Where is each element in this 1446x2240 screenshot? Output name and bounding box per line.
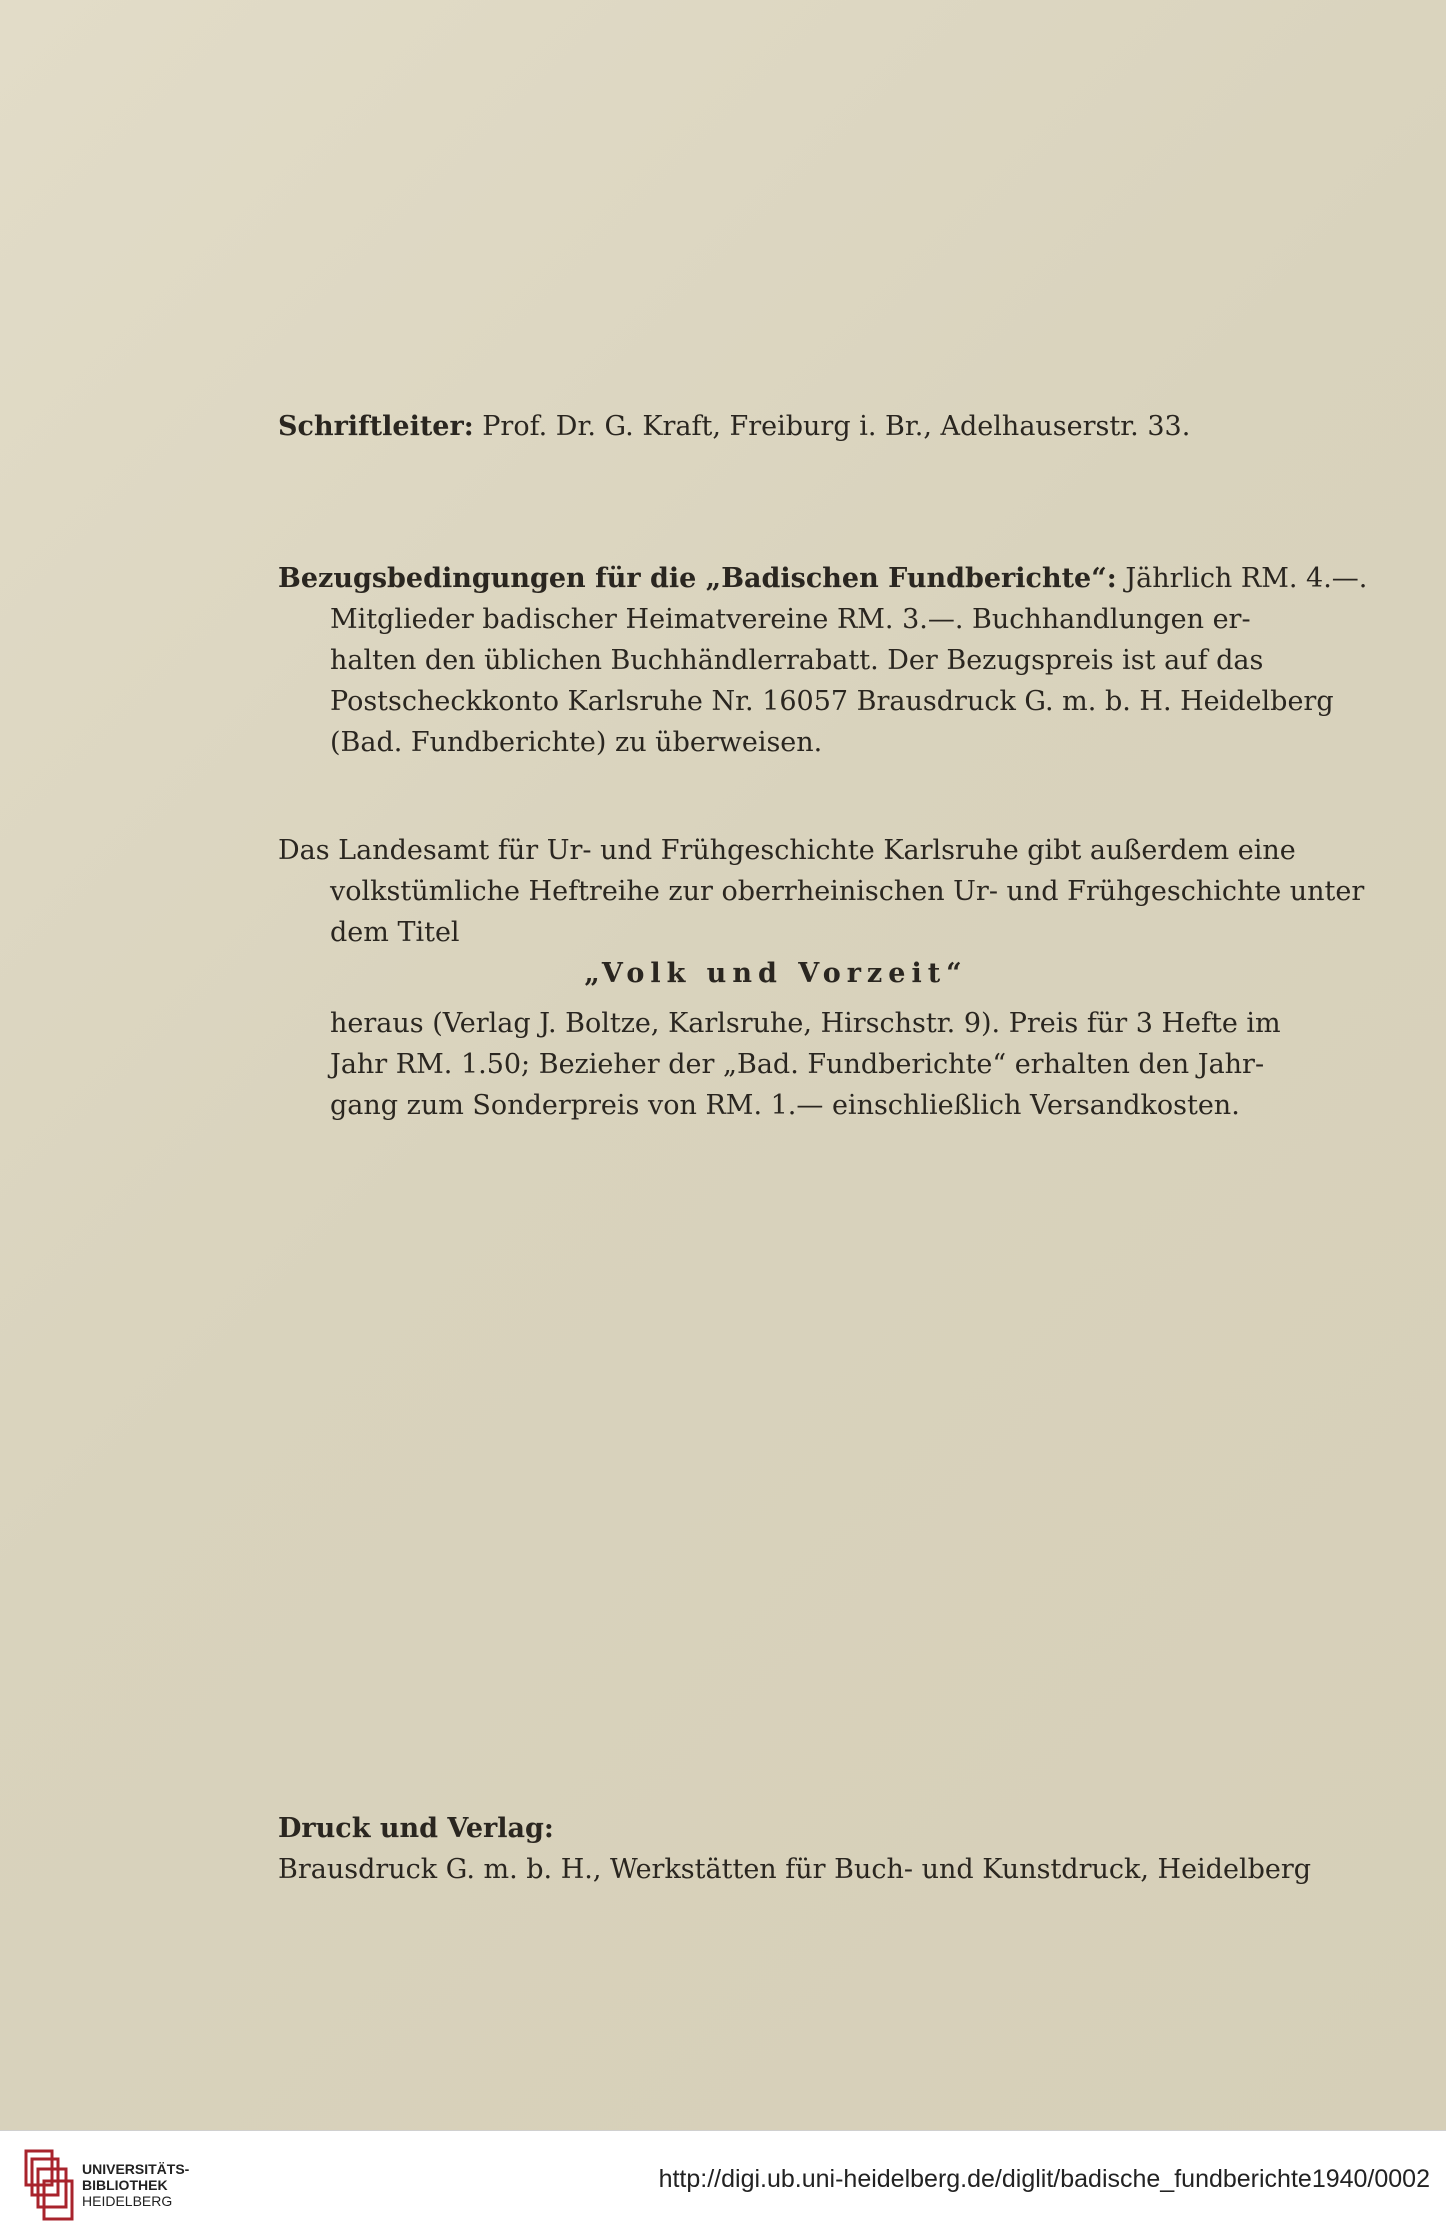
printer-block: [278, 1808, 1312, 1890]
page-url-link[interactable]: http://digi.ub.uni-heidelberg.de/diglit/badische_fundberichte1940/0002: [658, 2165, 1430, 2193]
library-name-line: UNIVERSITÄTS-: [82, 2161, 190, 2177]
subscription-line: halten den üblichen Buchhändlerrabatt. Der Bezugspreis ist auf das: [330, 645, 1264, 676]
landesamt-line: heraus (Verlag J. Boltze, Karlsruhe, Hirschstr. 9). Preis für 3 Hefte im: [330, 1008, 1281, 1039]
landesamt-line: dem Titel: [330, 917, 460, 948]
landesamt-line: volkstümliche Heftreihe zur oberrheinischen Ur- und Frühgeschichte unter: [330, 876, 1365, 907]
landesamt-line: Jahr RM. 1.50; Bezieher der „Bad. Fundberichte“ erhalten den Jahr-: [330, 1049, 1265, 1080]
series-title: „Volk und Vorzeit“: [584, 958, 968, 989]
editor-text: Prof. Dr. G. Kraft, Freiburg i. Br., Adelhauserstr. 33.: [482, 411, 1191, 442]
viewer-footer: [0, 2130, 1446, 2240]
library-name: [82, 2161, 189, 2209]
subscription-label: Bezugsbedingungen für die „Badischen Fundberichte“:: [278, 563, 1117, 594]
landesamt-line: Das Landesamt für Ur- und Frühgeschichte Karlsruhe gibt außerdem eine: [278, 835, 1296, 866]
landesamt-block: [278, 830, 1365, 994]
library-name-line: BIBLIOTHEK: [82, 2177, 168, 2193]
landesamt-line: gang zum Sonderpreis von RM. 1.— einschließlich Versandkosten.: [330, 1090, 1240, 1121]
subscription-block: [278, 558, 1368, 763]
landesamt-block-continued: [278, 1003, 1281, 1126]
subscription-line: (Bad. Fundberichte) zu überweisen.: [330, 727, 823, 758]
printer-label: Druck und Verlag:: [278, 1813, 554, 1844]
subscription-line: Mitglieder badischer Heimatvereine RM. 3.—. Buchhandlungen er-: [330, 604, 1251, 635]
subscription-line: Jährlich RM. 4.—.: [1125, 563, 1368, 594]
printer-text: Brausdruck G. m. b. H., Werkstätten für Buch- und Kunstdruck, Heidelberg: [278, 1854, 1312, 1885]
ub-heidelberg-logo-icon: [22, 2145, 74, 2223]
library-name-line: HEIDELBERG: [82, 2193, 173, 2209]
subscription-line: Postscheckkonto Karlsruhe Nr. 16057 Brausdruck G. m. b. H. Heidelberg: [330, 686, 1334, 717]
editor-block: [278, 406, 1274, 447]
editor-label: Schriftleiter:: [278, 411, 474, 442]
